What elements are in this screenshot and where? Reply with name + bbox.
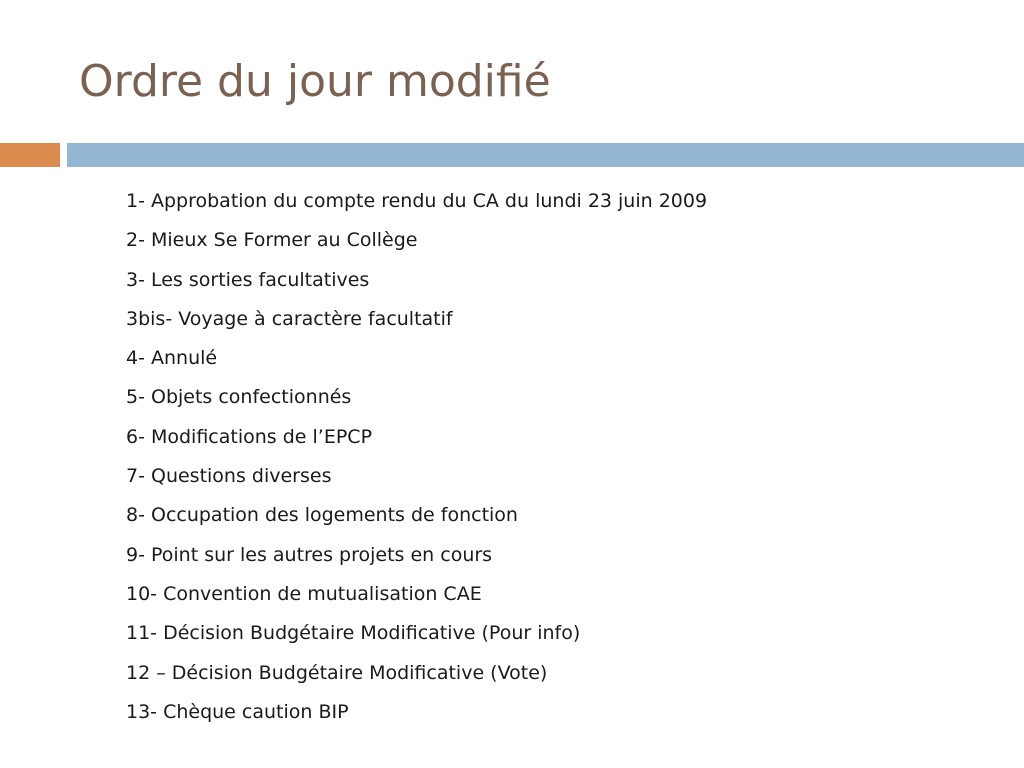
agenda-item: 4- Annulé: [126, 347, 218, 370]
slide-title: Ordre du jour modifié: [79, 56, 551, 107]
agenda-item: 3bis- Voyage à caractère facultatif: [126, 307, 453, 330]
agenda-item: 1- Approbation du compte rendu du CA du lundi 23 juin 2009: [126, 190, 708, 212]
agenda-list: [126, 182, 707, 732]
accent-bar-blue: [67, 143, 1024, 167]
agenda-item: 3- Les sorties facultatives: [126, 268, 370, 291]
agenda-item: 5- Objets confectionnés: [126, 386, 352, 409]
agenda-item: 6- Modifications de l’EPCP: [126, 425, 373, 448]
agenda-item: 9- Point sur les autres projets en cours: [126, 543, 493, 566]
agenda-item: 7- Questions diverses: [126, 465, 332, 488]
agenda-item: 8- Occupation des logements de fonction: [126, 504, 518, 527]
agenda-item: 11- Décision Budgétaire Modificative (Pour info): [126, 622, 581, 645]
agenda-item: 2- Mieux Se Former au Collège: [126, 229, 418, 252]
agenda-item: 13- Chèque caution BIP: [126, 700, 349, 723]
agenda-item: 10- Convention de mutualisation CAE: [126, 582, 482, 605]
accent-bar-orange: [0, 143, 60, 167]
agenda-item: 12 – Décision Budgétaire Modificative (Vote): [126, 661, 548, 684]
